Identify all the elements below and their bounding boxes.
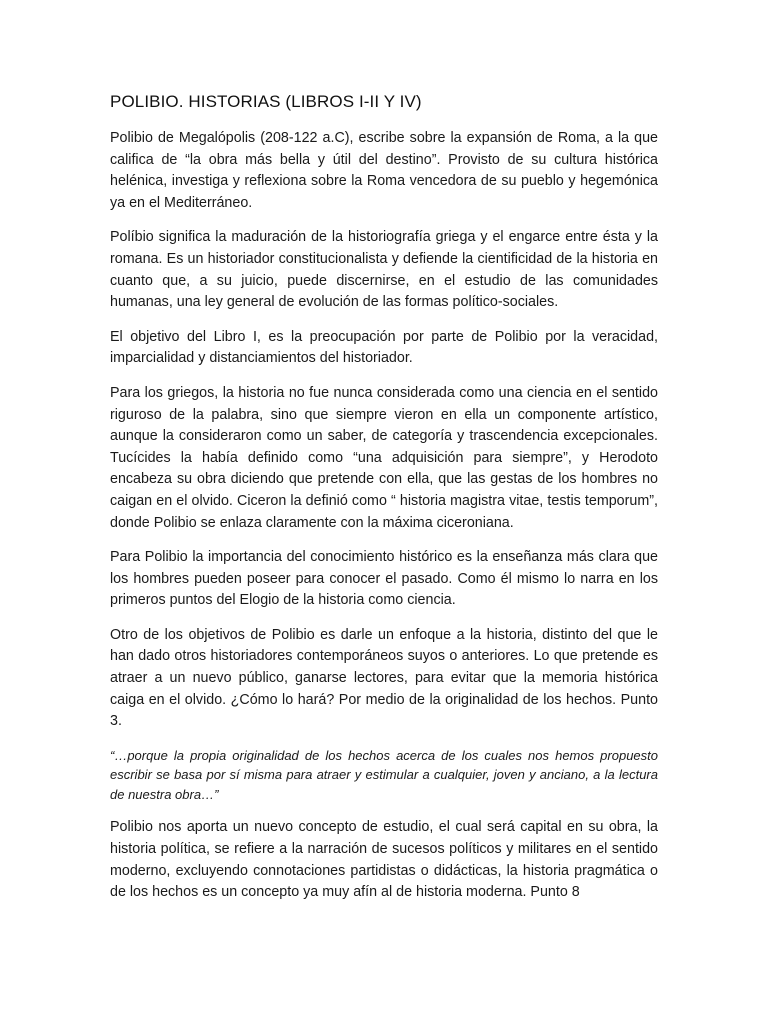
paragraph-closing: Polibio nos aporta un nuevo concepto de estudio, el cual será capital en su obra, la historia política, se refiere a la narración de sucesos políticos y militares en el sentido moderno, excluyendo connotaciones partidistas o didácticas, la historia pragmática o de los hechos es un concepto ya muy afín al de historia moderna. Punto 8: [110, 819, 658, 901]
paragraph-objective-book-1: El objetivo del Libro I, es la preocupación por parte de Polibio por la veracidad, imparcialidad y distanciamientos del historiador.: [110, 328, 658, 367]
block-quote: “…porque la propia originalidad de los hechos acerca de los cuales nos hemos propuesto escribir se basa por sí misma para atraer y estimular a cualquier, joven y anciano, a la lectura de nuestra obra…”: [110, 747, 658, 802]
document-title: POLIBIO. HISTORIAS (LIBROS I-II Y IV): [110, 92, 422, 111]
paragraph-intro: Polibio de Megalópolis (208-122 a.C), escribe sobre la expansión de Roma, a la que califica de “la obra más bella y útil del destino”. Provisto de su cultura histórica helénica, investiga y reflexiona sobre la Roma vencedora de su pueblo y hegemónica ya en el Mediterráneo.: [110, 130, 658, 211]
paragraph-greeks: Para los griegos, la historia no fue nunca considerada como una ciencia en el sentido riguroso de la palabra, sino que siempre vieron en ella un componente artístico, aunque la consideraron como un saber, de categoría y trascendencia excepcionales. Tucícides la había definido como “una adquisición para siempre”, y Herodoto encabeza su obra diciendo que pretende con ella, que las gestas de los hombres no caigan en el olvido. Ciceron la definió como “ historia magistra vitae, testis temporum”, donde Polibio se enlaza claramente con la máxima ciceroniana.: [110, 384, 658, 531]
paragraph-importance: Para Polibio la importancia del conocimiento histórico es la enseñanza más clara que los hombres pueden poseer para conocer el pasado. Como él mismo lo narra en los primeros puntos del Elogio de la historia como ciencia.: [110, 549, 658, 609]
document-page: [110, 92, 658, 917]
paragraph-other-objectives: Otro de los objetivos de Polibio es darle un enfoque a la historia, distinto del que le han dado otros historiadores contemporáneos suyos o anteriores. Lo que pretende es atraer a un nuevo público, ganarse lectores, para evitar que la memoria histórica caiga en el olvido. ¿Cómo lo hará? Por medio de la originalidad de los hechos. Punto 3.: [110, 626, 658, 730]
paragraph-significance: Políbio significa la maduración de la historiografía griega y el engarce entre ésta y la romana. Es un historiador constitucionalista y defiende la cientificidad de la historia en cuanto que, a su juicio, puede discernirse, en el estudio de las comunidades humanas, una ley general de evolución de las formas político-sociales.: [110, 229, 658, 311]
